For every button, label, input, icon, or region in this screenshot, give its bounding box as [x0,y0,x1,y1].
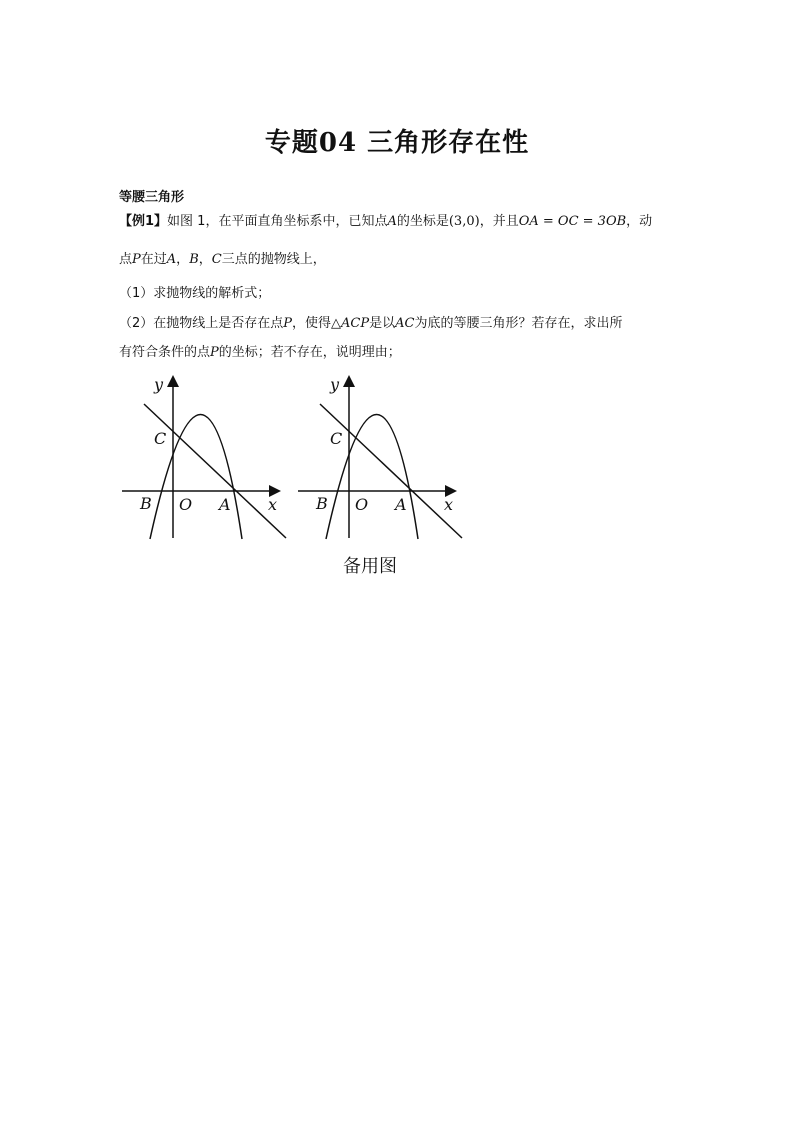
coord-a: (3,0) [448,214,480,229]
figure-1-graph [118,372,290,542]
pb-label: B [189,252,199,267]
sep-1: ， [176,252,190,267]
figure-caption: 备用图 [343,556,397,577]
q2-line2-point-p: P [210,345,219,360]
label-b: B [316,494,328,513]
q2-point-p: P [283,316,293,331]
line2-text-1: 点 [119,252,133,267]
section-heading: 等腰三角形 [119,190,185,205]
page-title: 专题04 三角形存在性 [264,128,530,158]
q2-text-4: 为底的等腰三角形？若存在，求出所 [414,316,623,331]
question-1: （1）求抛物线的解析式； [119,286,271,301]
figure-2-graph [294,372,466,542]
label-c: C [330,429,343,448]
equation: OA = OC = 3OB [518,214,627,229]
example-intro-1: 如图 1，在平面直角坐标系中，已知点 [167,214,388,229]
example-intro-2: 的坐标是 [396,214,449,229]
label-a: A [395,495,407,514]
example-intro-3: ，并且 [479,214,519,229]
label-o: O [355,495,369,514]
sep-2: ， [198,252,212,267]
label-a: A [219,495,231,514]
q2-text-1: （2）在抛物线上是否存在点 [119,316,284,331]
q2-triangle: △ACP [331,316,370,331]
label-c: C [154,429,167,448]
label-o: O [179,495,193,514]
example-line-2 [119,250,689,270]
label-b: B [140,494,152,513]
question-2-line-2 [119,343,689,363]
q2-line2-text-1: 有符合条件的点 [119,345,211,360]
question-2-line-1 [119,314,689,334]
figure-1 [118,372,290,542]
q2-line2-text-2: 的坐标；若不存在，说明理由； [218,345,401,360]
line2-text-2: 在过 [140,252,167,267]
figure-2 [294,372,466,542]
label-y: y [154,375,164,394]
pa-label: A [166,252,177,267]
label-y: y [330,375,340,394]
line-ac [320,404,462,538]
label-x: x [268,495,278,514]
line-ac [144,404,286,538]
example-tag: 【例1】 [119,214,168,229]
label-x: x [444,495,454,514]
pc-label: C [211,252,222,267]
point-p-label: P [132,252,141,267]
line2-text-3: 三点的抛物线上， [221,252,326,267]
example-line-1 [119,212,689,232]
example-intro-4: ，动 [626,214,653,229]
q2-text-2: ，使得 [292,316,332,331]
point-a-label: A [387,214,397,229]
q2-ac: AC [395,316,415,331]
q2-text-3: 是以 [369,316,396,331]
